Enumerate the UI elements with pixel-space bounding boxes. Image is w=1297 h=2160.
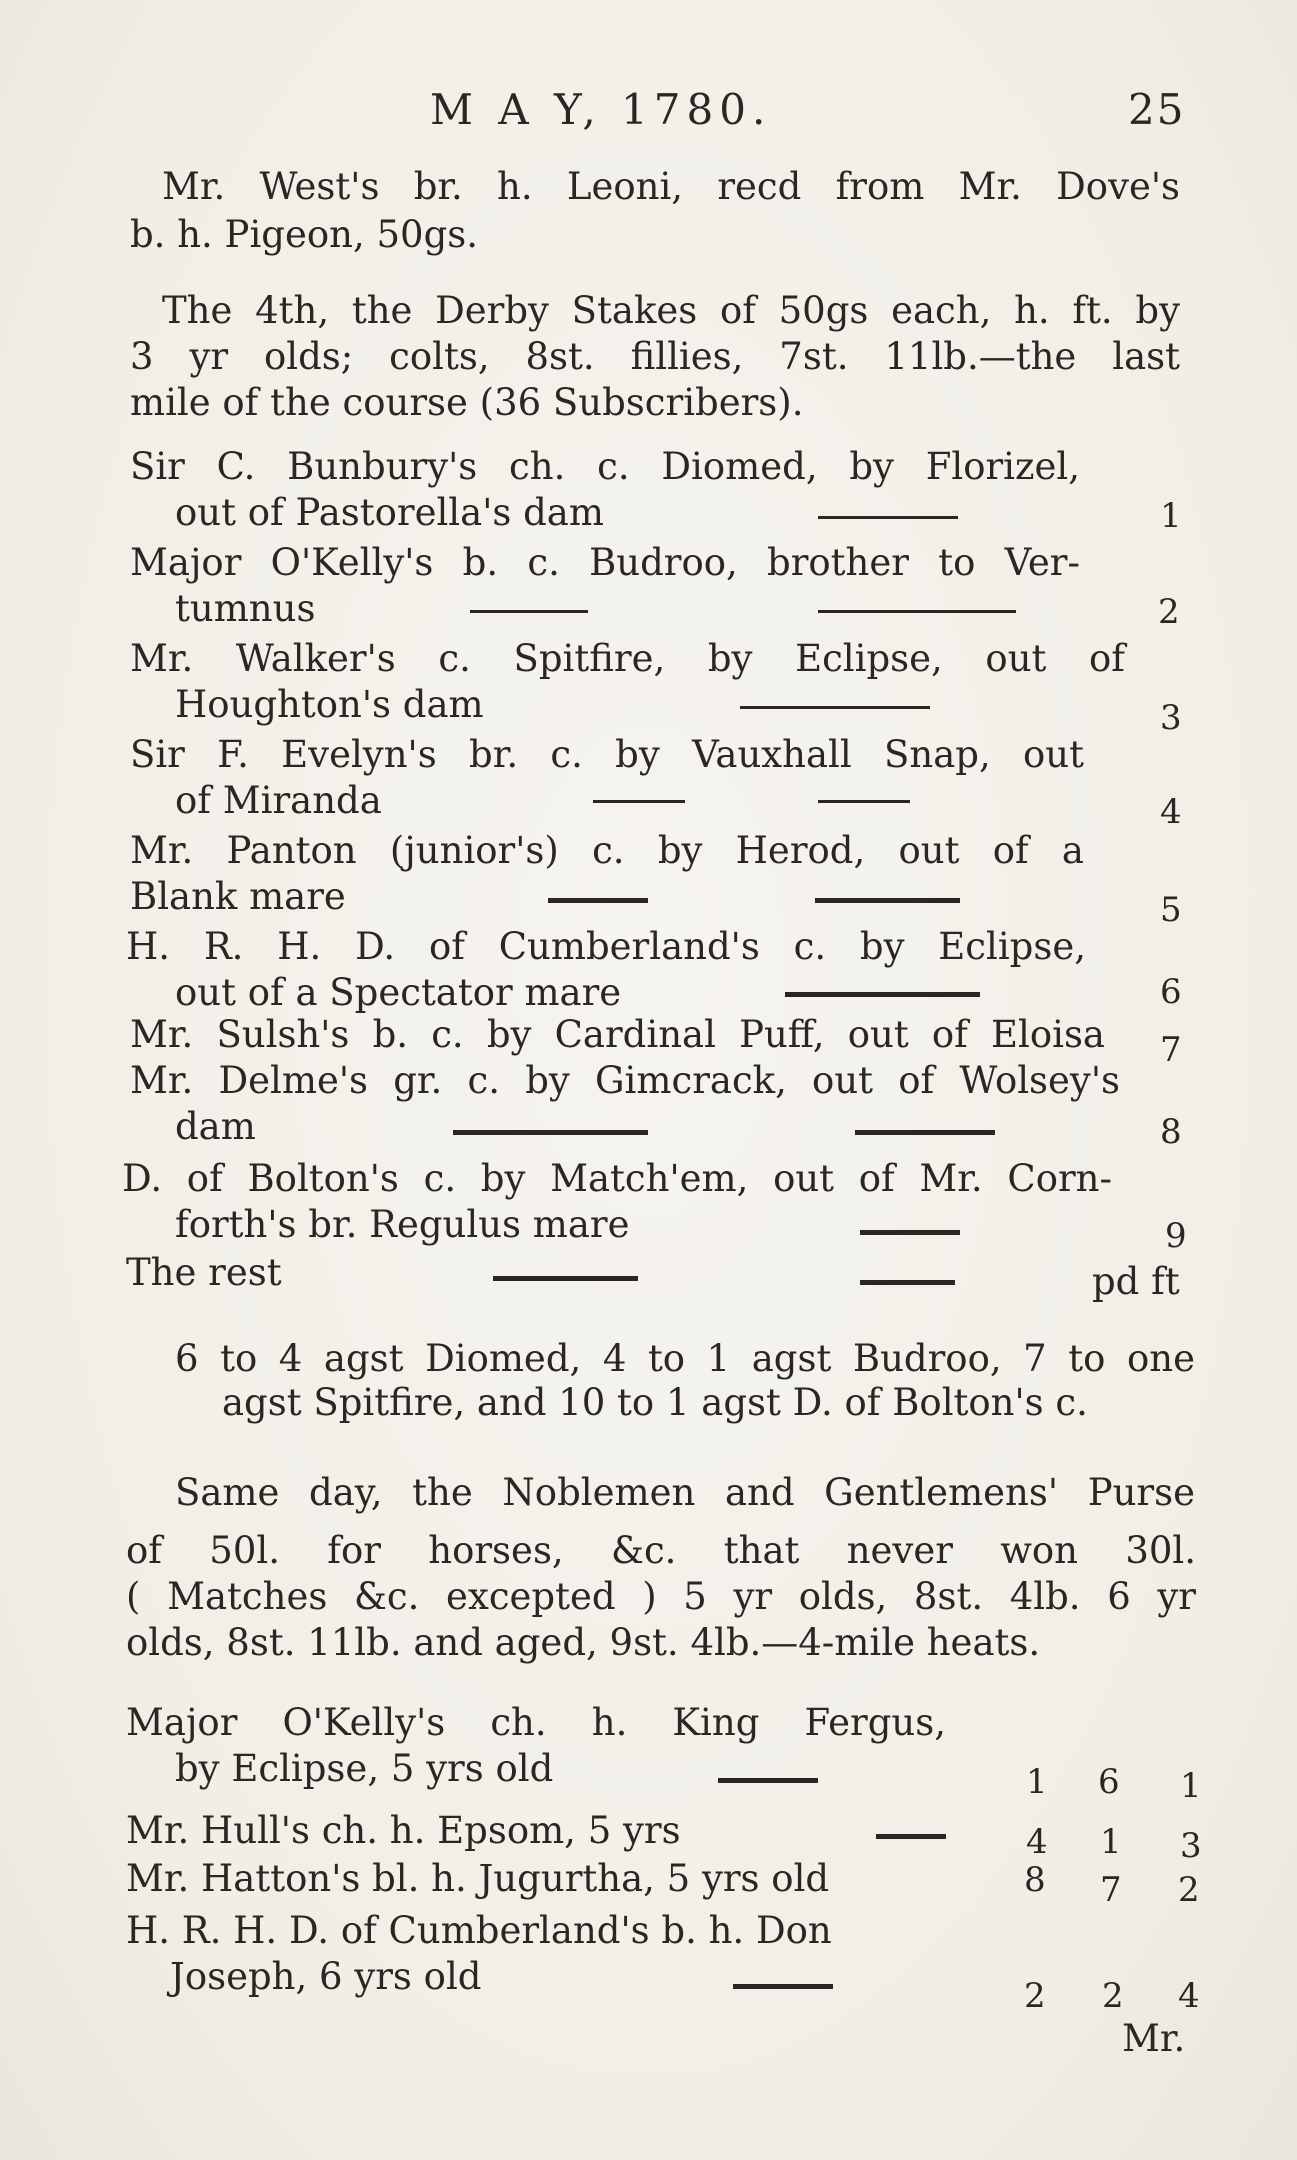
betting-odds: agst Spitfire, and 10 to 1 agst D. of Bolton's c. bbox=[222, 1381, 1088, 1424]
heat-1-result: 4 bbox=[1026, 1822, 1048, 1862]
placing: 5 bbox=[1160, 890, 1182, 930]
heat-1-result: 2 bbox=[1024, 1976, 1046, 2016]
entry-line: Mr. West's br. h. Leoni, recd from Mr. Dove's bbox=[162, 165, 1180, 208]
leader-dash bbox=[493, 1276, 638, 1281]
placing: 4 bbox=[1160, 792, 1182, 832]
derby-intro: 3 yr olds; colts, 8st. fillies, 7st. 11lb.—the last bbox=[130, 335, 1180, 378]
placing: 9 bbox=[1165, 1216, 1187, 1256]
leader-dash bbox=[740, 706, 930, 709]
entry-line: b. h. Pigeon, 50gs. bbox=[130, 213, 479, 256]
runner-line: dam bbox=[175, 1105, 256, 1148]
purse-intro: olds, 8st. 11lb. and aged, 9st. 4lb.—4-mile heats. bbox=[126, 1621, 1041, 1664]
leader-dash bbox=[815, 898, 960, 903]
leader-dash bbox=[818, 516, 958, 519]
runner-line: Mr. Hatton's bl. h. Jugurtha, 5 yrs old bbox=[126, 1857, 830, 1900]
runner-line: Major O'Kelly's ch. h. King Fergus, bbox=[126, 1701, 946, 1744]
placing: 6 bbox=[1160, 972, 1182, 1012]
runner-line: by Eclipse, 5 yrs old bbox=[175, 1747, 554, 1790]
heat-3-result: 3 bbox=[1180, 1826, 1202, 1866]
heat-2-result: 6 bbox=[1098, 1762, 1120, 1802]
heat-2-result: 2 bbox=[1102, 1976, 1124, 2016]
runner-line: Mr. Sulsh's b. c. by Cardinal Puff, out of Eloisa bbox=[130, 1013, 1105, 1056]
heat-1-result: 8 bbox=[1024, 1860, 1046, 1900]
heat-3-result: 1 bbox=[1180, 1766, 1202, 1806]
leader-dash bbox=[593, 800, 685, 803]
runner-line: Sir C. Bunbury's ch. c. Diomed, by Florizel, bbox=[130, 445, 1080, 488]
placing: 7 bbox=[1160, 1030, 1182, 1070]
heat-3-result: 2 bbox=[1178, 1870, 1200, 1910]
placing: 1 bbox=[1160, 496, 1182, 536]
purse-intro: Same day, the Noblemen and Gentlemens' Purse bbox=[175, 1471, 1195, 1514]
page-number: 25 bbox=[1128, 85, 1186, 134]
heat-2-result: 7 bbox=[1100, 1870, 1122, 1910]
placing: pd ft bbox=[1092, 1260, 1180, 1303]
derby-intro: mile of the course (36 Subscribers). bbox=[130, 381, 804, 424]
runner-line: Mr. Delme's gr. c. by Gimcrack, out of Wolsey's bbox=[130, 1059, 1120, 1102]
runner-line: Mr. Walker's c. Spitfire, by Eclipse, out of bbox=[130, 637, 1125, 680]
runner-line: H. R. H. D. of Cumberland's b. h. Don bbox=[126, 1909, 832, 1952]
runner-line: Major O'Kelly's b. c. Budroo, brother to Ver- bbox=[130, 541, 1080, 584]
runner-line: tumnus bbox=[175, 587, 316, 630]
runner-line: Blank mare bbox=[130, 875, 346, 918]
betting-odds: 6 to 4 agst Diomed, 4 to 1 agst Budroo, 7 to one bbox=[175, 1337, 1195, 1380]
placing: 8 bbox=[1160, 1112, 1182, 1152]
runner-line: forth's br. Regulus mare bbox=[175, 1203, 630, 1246]
placing: 3 bbox=[1160, 698, 1182, 738]
leader-dash bbox=[818, 800, 910, 803]
heat-1-result: 1 bbox=[1026, 1762, 1048, 1802]
catchword: Mr. bbox=[1122, 2017, 1186, 2060]
runner-line: Mr. Hull's ch. h. Epsom, 5 yrs bbox=[126, 1809, 681, 1852]
runner-line: Joseph, 6 yrs old bbox=[170, 1955, 482, 1998]
runner-line: H. R. H. D. of Cumberland's c. by Eclipse, bbox=[126, 925, 1086, 968]
runner-line: out of Pastorella's dam bbox=[175, 491, 604, 534]
placing: 2 bbox=[1158, 592, 1180, 632]
runner-line: Mr. Panton (junior's) c. by Herod, out of a bbox=[130, 829, 1084, 872]
runner-line: D. of Bolton's c. by Match'em, out of Mr. Corn- bbox=[122, 1157, 1112, 1200]
purse-intro: ( Matches &c. excepted ) 5 yr olds, 8st. 4lb. 6 yr bbox=[126, 1575, 1196, 1618]
leader-dash bbox=[470, 610, 588, 613]
runner-line: Houghton's dam bbox=[175, 683, 484, 726]
leader-dash bbox=[860, 1280, 955, 1285]
runner-line: out of a Spectator mare bbox=[175, 971, 622, 1014]
leader-dash bbox=[453, 1130, 648, 1135]
leader-dash bbox=[818, 610, 1016, 613]
leader-dash bbox=[548, 898, 648, 903]
leader-dash bbox=[860, 1230, 960, 1235]
heat-2-result: 1 bbox=[1100, 1822, 1122, 1862]
derby-intro: The 4th, the Derby Stakes of 50gs each, h. ft. by bbox=[162, 289, 1180, 332]
leader-dash bbox=[855, 1130, 995, 1135]
leader-dash bbox=[785, 992, 980, 997]
runner-line: The rest bbox=[126, 1251, 282, 1294]
leader-dash bbox=[718, 1778, 818, 1783]
leader-dash bbox=[876, 1834, 946, 1839]
heat-3-result: 4 bbox=[1178, 1976, 1200, 2016]
page-title: M A Y, 1780. bbox=[430, 85, 772, 134]
runner-line: of Miranda bbox=[175, 779, 382, 822]
purse-intro: of 50l. for horses, &c. that never won 30l. bbox=[126, 1529, 1196, 1572]
runner-line: Sir F. Evelyn's br. c. by Vauxhall Snap, out bbox=[130, 733, 1084, 776]
leader-dash bbox=[733, 1984, 833, 1989]
